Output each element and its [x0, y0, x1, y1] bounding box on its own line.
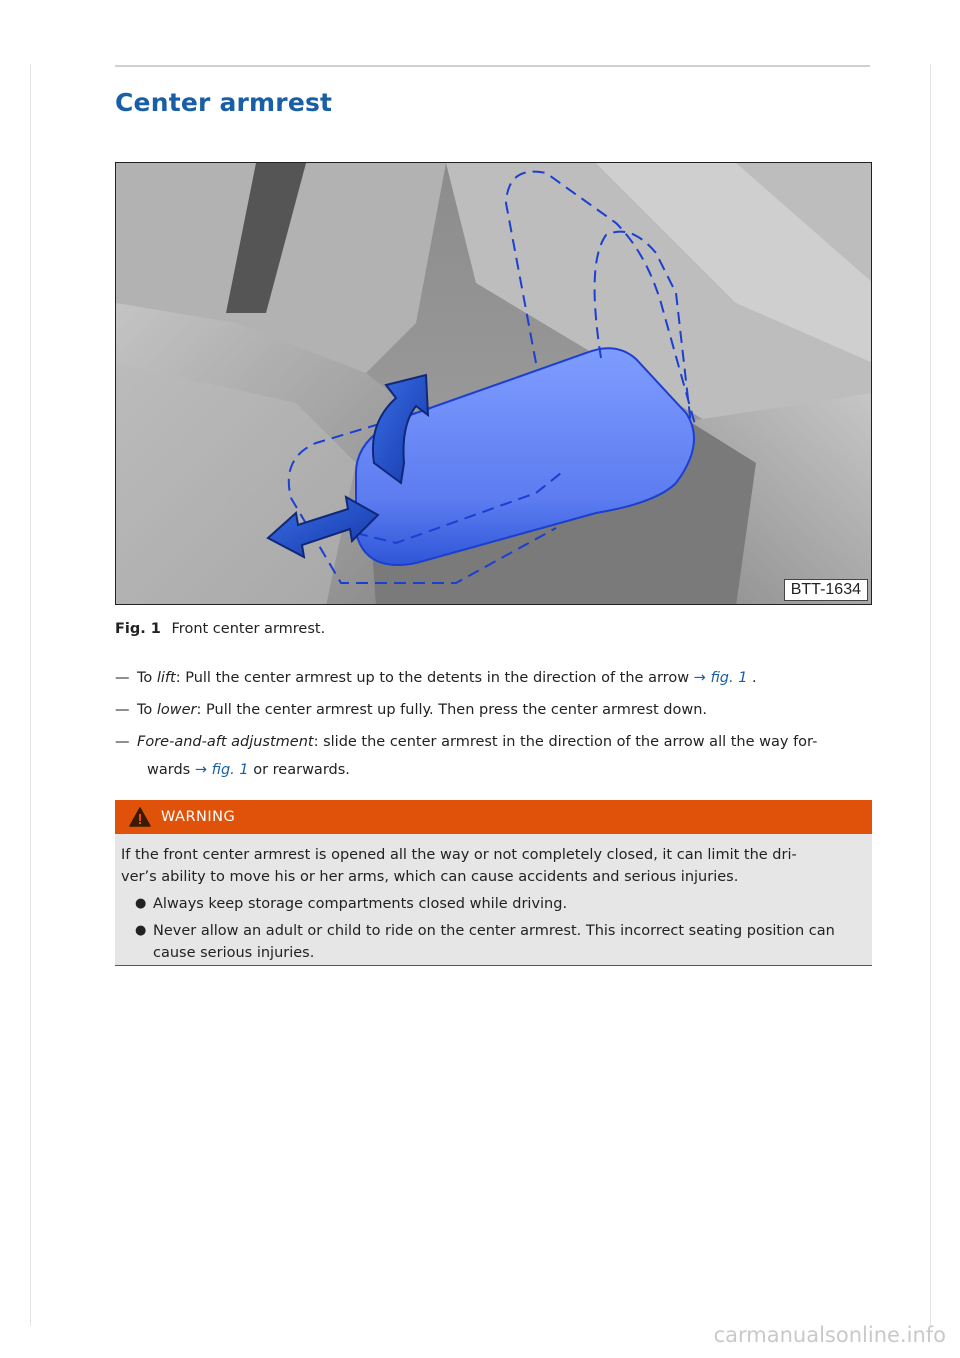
step-cont-suffix: or rearwards.	[248, 762, 350, 778]
step-dash: —	[115, 734, 130, 750]
page-border-right	[930, 64, 931, 1326]
step-continuation	[137, 758, 875, 782]
step-prefix: To	[137, 670, 157, 686]
step-text: : slide the center armrest in the direction of the arrow all the way for-	[313, 734, 818, 750]
step-suffix: .	[747, 670, 757, 686]
figure-label: Fig. 1	[115, 621, 161, 637]
top-rule	[115, 65, 870, 67]
watermark: carmanualsonline.info	[713, 1323, 946, 1347]
step-text: : Pull the center armrest up fully. Then press the center armrest down.	[196, 702, 708, 718]
step-lift	[115, 666, 875, 690]
figure-caption-text: Front center armrest.	[171, 621, 326, 637]
figure-code: BTT-1634	[784, 579, 868, 601]
bullet-icon: ●	[135, 896, 147, 911]
warning-intro	[121, 844, 858, 888]
step-dash: —	[115, 670, 130, 686]
step-lower	[115, 698, 875, 722]
warning-bullet	[129, 920, 858, 964]
step-term: Fore-and-aft adjustment	[137, 734, 314, 750]
armrest-figure	[115, 162, 872, 605]
step-text: : Pull the center armrest up to the detents in the direction of the arrow	[175, 670, 694, 686]
warning-bullets	[121, 893, 858, 964]
warning-intro-line: ver’s ability to move his or her arms, which can cause accidents and serious injuries.	[121, 869, 739, 885]
warning-header	[115, 800, 872, 834]
step-cont-prefix: wards	[147, 762, 195, 778]
figure-caption	[115, 621, 325, 637]
step-prefix: To	[137, 702, 157, 718]
arrow-right-icon: →	[693, 670, 706, 686]
step-fore-aft	[115, 730, 875, 782]
warning-bullet	[129, 893, 858, 915]
warning-bullet-text: Always keep storage compartments closed while driving.	[153, 896, 568, 912]
page-title: Center armrest	[115, 88, 333, 117]
figure-link[interactable]: fig. 1	[211, 762, 249, 778]
warning-label: WARNING	[161, 809, 236, 825]
armrest-illustration	[116, 163, 872, 605]
bullet-icon: ●	[135, 923, 147, 938]
arrow-right-icon: →	[194, 762, 207, 778]
step-term: lower	[156, 702, 197, 718]
warning-body	[115, 834, 872, 966]
warning-bullet-text: Never allow an adult or child to ride on the center armrest. This incorrect seating position can cause serious injuries.	[153, 923, 835, 961]
step-term: lift	[156, 670, 176, 686]
instruction-list	[115, 666, 875, 790]
figure-link[interactable]: fig. 1	[710, 670, 748, 686]
page-border-left	[30, 64, 31, 1326]
step-dash: —	[115, 702, 130, 718]
warning-intro-line: If the front center armrest is opened all the way or not completely closed, it can limit the dri-	[121, 847, 797, 863]
warning-triangle-icon	[129, 807, 151, 827]
